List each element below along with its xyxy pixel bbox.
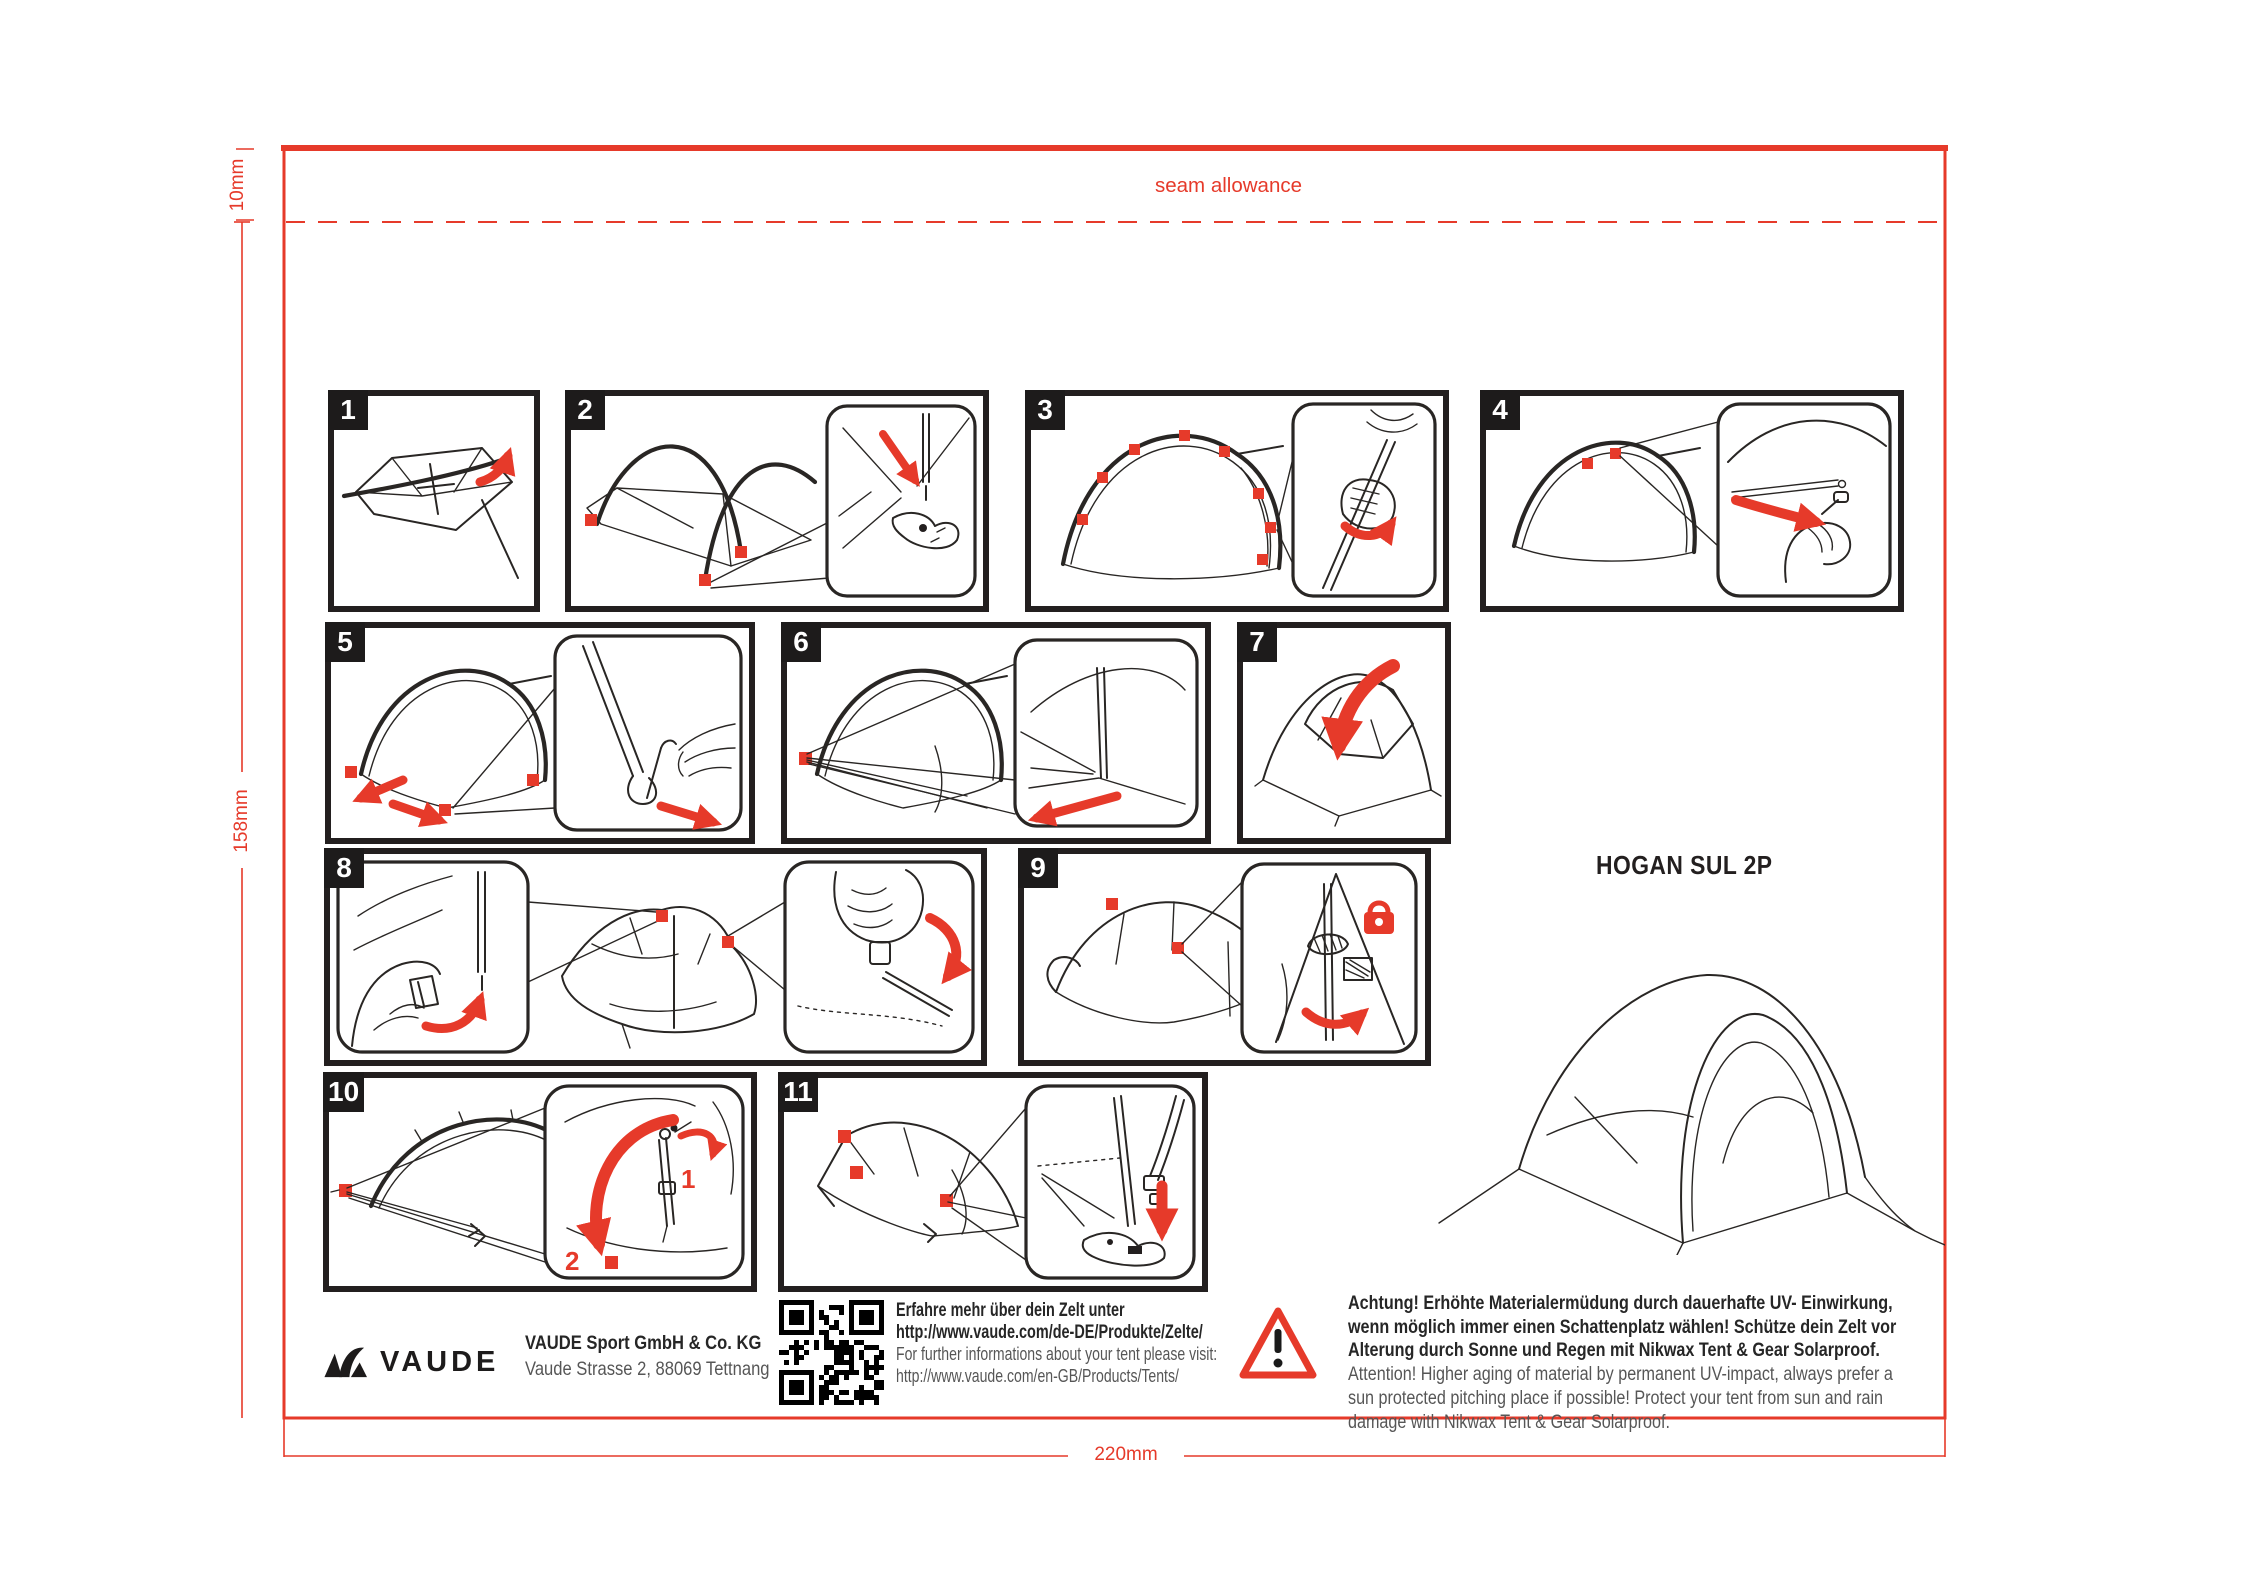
step-number: 1 [328,390,368,430]
inset-step-label-2: 2 [565,1246,580,1276]
step-number: 4 [1480,390,1520,430]
vaude-logo-icon [323,1342,367,1380]
step-6-illustration [787,628,1205,838]
step-panel-9 [1018,848,1431,1066]
step-panel-1 [328,390,540,612]
warning-en-line: Attention! Higher aging of material by permanent UV-impact, always prefer a [1348,1364,1893,1386]
step-panel-4 [1480,390,1904,612]
qr-line-en-1: For further informations about your tent please visit: [896,1343,1218,1364]
step-number: 9 [1018,848,1058,888]
step-panel-8 [324,848,987,1066]
step-panel-2 [565,390,989,612]
step-number: 6 [781,622,821,662]
uv-warning-text [1348,1292,1896,1434]
step-panel-10 [323,1072,757,1292]
step-panel-5 [325,622,755,844]
step-number: 3 [1025,390,1065,430]
step-8-illustration [330,854,981,1060]
dimension-left-158mm: 158mm [231,789,252,853]
company-name: VAUDE Sport GmbH & Co. KG [525,1332,762,1354]
warning-en-line: damage with Nikwax Tent & Gear Solarproof. [1348,1411,1670,1433]
step-5-illustration [331,628,749,838]
warning-de-line: Alterung durch Sonne und Regen mit Nikwax Tent & Gear Solarproof. [1348,1340,1880,1362]
step-2-illustration [571,396,983,606]
warning-de-line: wenn möglich immer einen Schattenplatz wählen! Schütze dein Zelt vor [1348,1316,1897,1338]
step-11-illustration [784,1078,1202,1286]
dimension-bottom-220mm: 220mm [1094,1444,1158,1465]
step-10-illustration [329,1078,751,1286]
step-panel-3 [1025,390,1449,612]
seam-allowance-label: seam allowance [1155,174,1302,197]
step-panel-7 [1237,622,1451,844]
step-4-illustration [1486,396,1898,606]
step-number: 10 [323,1072,364,1112]
step-9-illustration [1024,854,1425,1060]
company-address: Vaude Strasse 2, 88069 Tettnang [525,1358,770,1380]
product-title: HOGAN SUL 2P [1596,850,1773,880]
qr-line-de-2: http://www.vaude.com/de-DE/Produkte/Zelte/ [896,1321,1203,1343]
step-panel-11 [778,1072,1208,1292]
step-panel-6 [781,622,1211,844]
vaude-logo-text: VAUDE [380,1346,500,1378]
tent-illustration [1425,925,1945,1255]
step-3-illustration [1031,396,1443,606]
step-number: 7 [1237,622,1277,662]
qr-line-de-1: Erfahre mehr über dein Zelt unter [896,1300,1125,1321]
warning-en-line: sun protected pitching place if possible! Protect your tent from sun and rain [1348,1387,1884,1409]
qr-code [779,1300,884,1405]
company-info [525,1330,770,1382]
qr-info-text [896,1300,1217,1386]
inset-step-label-1: 1 [681,1164,696,1194]
warning-triangle-icon [1237,1303,1319,1383]
step-number: 5 [325,622,365,662]
step-number: 2 [565,390,605,430]
step-number: 11 [778,1072,818,1112]
qr-line-en-2: http://www.vaude.com/en-GB/Products/Tents/ [896,1364,1179,1386]
step-number: 8 [324,848,364,888]
dimension-top-10mm: 10mm [227,158,248,212]
warning-de-line: Achtung! Erhöhte Materialermüdung durch dauerhafte UV- Einwirkung, [1348,1293,1893,1314]
